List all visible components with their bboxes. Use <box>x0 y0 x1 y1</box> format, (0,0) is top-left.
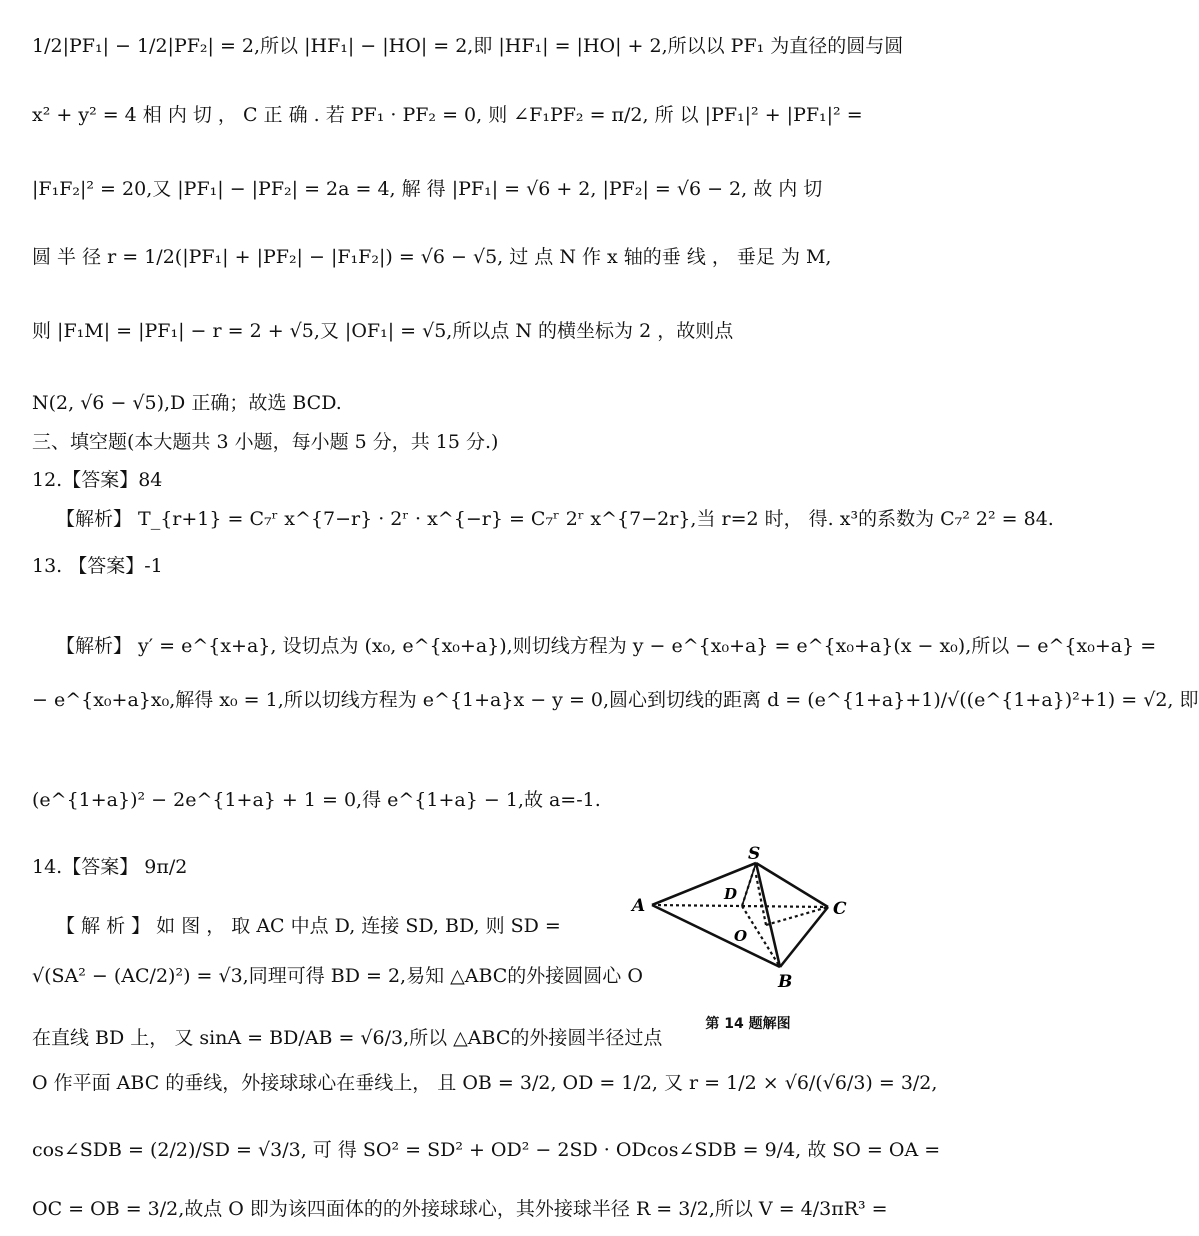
label-c: C <box>833 899 847 919</box>
edge-sc <box>756 863 828 907</box>
edge-oc-dashed <box>766 907 828 925</box>
text-line-5: 则 |F₁M| = |PF₁| − r = 2 + √5,又 |OF₁| = √5,所以点 N 的横坐标为 2 ，故则点 <box>32 320 734 342</box>
text-line-1: 1/2|PF₁| − 1/2|PF₂| = 2,所以 |HF₁| − |HO| = 2,即 |HF₁| = |HO| + 2,所以以 PF₁ 为直径的圆与圆 <box>32 35 904 57</box>
solution-13-line-1: 【解析】 y′ = e^{x+a}, 设切点为 (x₀, e^{x₀+a}),则切线方程为 y − e^{x₀+a} = e^{x₀+a}(x − x₀),所以 − e^{x₀+a} = <box>56 635 1157 657</box>
answer-13: 13. 【答案】-1 <box>32 555 163 577</box>
text-line-4: 圆 半 径 r = 1/2(|PF₁| + |PF₂| − |F₁F₂|) = √6 − √5, 过 点 N 作 x 轴的垂 线 ， 垂足 为 M, <box>32 246 832 268</box>
edge-as <box>652 863 756 905</box>
label-a: A <box>632 896 646 916</box>
label-o: O <box>734 927 748 945</box>
edge-ab <box>652 905 780 967</box>
text-line-6: N(2, √6 − √5),D 正确；故选 BCD. <box>32 392 342 414</box>
solution-14-line-2: √(SA² − (AC/2)²) = √3,同理可得 BD = 2,易知 △ABC的外接圆圆心 O <box>32 965 643 987</box>
solution-14-line-5: cos∠SDB = (2/2)/SD = √3/3, 可 得 SO² = SD² + OD² − 2SD · ODcos∠SDB = 9/4, 故 SO = OA = <box>32 1139 941 1161</box>
section-heading: 三、填空题(本大题共 3 小题，每小题 5 分，共 15 分.) <box>32 431 499 453</box>
edge-bc <box>780 907 828 967</box>
text-line-3: |F₁F₂|² = 20,又 |PF₁| − |PF₂| = 2a = 4, 解 得 |PF₁| = √6 + 2, |PF₂| = √6 − 2, 故 内 切 <box>32 178 823 200</box>
answer-14: 14.【答案】 9π/2 <box>32 856 188 878</box>
tetrahedron-diagram <box>628 845 868 1005</box>
solution-14-line-3: 在直线 BD 上， 又 sinA = BD/AB = √6/3,所以 △ABC的外接圆半径过点 <box>32 1027 663 1049</box>
solution-14-line-1: 【 解 析 】 如 图 ， 取 AC 中点 D, 连接 SD, BD, 则 SD = <box>56 915 561 937</box>
answer-12: 12.【答案】84 <box>32 469 163 491</box>
tetrahedron-figure <box>628 845 868 1035</box>
solution-14-line-6: OC = OB = 3/2,故点 O 即为该四面体的的外接球球心，其外接球半径 R = 3/2,所以 V = 4/3πR³ = <box>32 1198 888 1220</box>
edge-ac-dashed <box>652 905 828 907</box>
edge-ds <box>742 863 756 906</box>
solution-13-line-2: − e^{x₀+a}x₀,解得 x₀ = 1,所以切线方程为 e^{1+a}x − y = 0,圆心到切线的距离 d = (e^{1+a}+1)/√((e^{1+a})²+1) = √2, 即 <box>32 689 1199 711</box>
solution-14-line-4: O 作平面 ABC 的垂线，外接球球心在垂线上， 且 OB = 3/2, OD = 1/2, 又 r = 1/2 × √6/(√6/3) = 3/2, <box>32 1072 938 1094</box>
label-s: S <box>748 844 761 864</box>
edge-sb <box>756 863 780 967</box>
text-line-2: x² + y² = 4 相 内 切 ， C 正 确 . 若 PF₁ · PF₂ = 0, 则 ∠F₁PF₂ = π/2, 所 以 |PF₁|² + |PF₁|² = <box>32 104 863 126</box>
solution-12: 【解析】 T_{r+1} = C₇ʳ x^{7−r} · 2ʳ · x^{−r} = C₇ʳ 2ʳ x^{7−2r},当 r=2 时， 得. x³的系数为 C₇² 2² = 84. <box>56 508 1054 530</box>
label-d: D <box>724 885 738 903</box>
solution-13-line-3: (e^{1+a})² − 2e^{1+a} + 1 = 0,得 e^{1+a} − 1,故 a=-1. <box>32 789 601 811</box>
label-b: B <box>778 972 793 992</box>
figure-caption: 第 14 题解图 <box>705 1016 791 1032</box>
